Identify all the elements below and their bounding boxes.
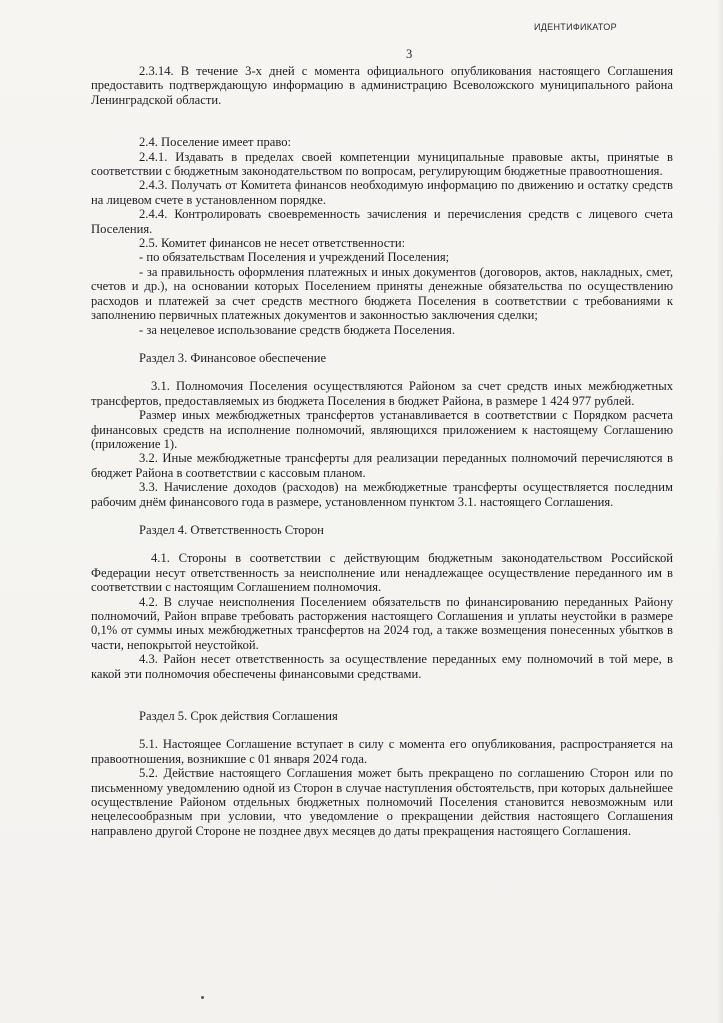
clause-5-1: 5.1. Настоящее Соглашение вступает в силу с момента его опубликования, распространяется на правоотношения, возникшие с 01 января 2024 года. <box>91 737 673 766</box>
clause-2-4-4: 2.4.4. Контролировать своевременность зачисления и перечисления средств с лицевого счета Поселения. <box>91 207 673 236</box>
clause-2-3-14: 2.3.14. В течение 3-х дней с момента официального опубликования настоящего Соглашения предоставить подтверждающую информацию в администрацию Всеволожского муниципального района Ленинградской области. <box>91 64 673 107</box>
clause-3-1: 3.1. Полномочия Поселения осуществляются Районом за счет средств иных межбюджетных трансфертов, предоставляемых из бюджета Поселения в бюджет Района, в размере 1 424 977 рублей. <box>91 379 673 408</box>
clause-4-1: 4.1. Стороны в соответствии с действующим бюджетным законодательством Российской Федерации несут ответственность за неисполнение или ненадлежащее осуществление переданного им в соответствии с настоящим Соглашением полномочия. <box>91 551 673 595</box>
header-identifier: ИДЕНТИФИКАТОР <box>534 22 617 32</box>
page-edge-shadow <box>717 0 723 1023</box>
clause-2-5: 2.5. Комитет финансов не несет ответственности: <box>139 236 406 251</box>
clause-2-5-item-2: - за правильность оформления платежных и иных документов (договоров, актов, накладных, смет, счетов и др.), на основании которых Поселением приняты денежные обязательства по осуществлению расходов и платежей за счет средств местного бюджета Поселения в соответствии с требованиями к заполнению первичных платежных документов и законностью заключения сделки; <box>91 264 673 323</box>
clause-2-5-item-1: - по обязательствам Поселения и учреждений Поселения; <box>139 250 450 265</box>
clause-2-4: 2.4. Поселение имеет право: <box>139 135 291 150</box>
document-body <box>91 64 673 838</box>
page-number: 3 <box>406 47 413 61</box>
clause-5-2: 5.2. Действие настоящего Соглашения может быть прекращено по соглашению Сторон или по письменному уведомлению одной из Сторон в случае наступления обстоятельств, при которых дальнейшее осуществление Районом отдельных бюджетных полномочий Поселения становится невозможным или нецелесообразным при условии, что уведомление о прекращении действия настоящего Соглашения направлено другой Стороне не позднее двух месяцев до даты прекращения настоящего Соглашения. <box>91 766 673 838</box>
clause-2-4-3: 2.4.3. Получать от Комитета финансов необходимую информацию по движению и остатку средств на лицевом счете в установленном порядке. <box>91 178 673 207</box>
clause-3-1-amount-note: Размер иных межбюджетных трансфертов устанавливается в соответствии с Порядком расчета финансовых средств на исполнение полномочий, являющихся приложением к настоящему Соглашению (приложение 1). <box>91 408 673 451</box>
clause-3-2: 3.2. Иные межбюджетные трансферты для реализации переданных полномочий перечисляются в бюджет Района в соответствии с кассовым планом. <box>91 451 673 480</box>
clause-4-3: 4.3. Район несет ответственность за осуществление переданных ему полномочий в той мере, в какой эти полномочия обеспечены финансовыми средствами. <box>91 652 673 681</box>
clause-3-3: 3.3. Начисление доходов (расходов) на межбюджетные трансферты осуществляется последним рабочим днём финансового года в размере, установленном пунктом 3.1. настоящего Соглашения. <box>91 480 673 509</box>
section-5-title: Раздел 5. Срок действия Соглашения <box>139 709 338 724</box>
clause-4-2: 4.2. В случае неисполнения Поселением обязательств по финансированию переданных Району полномочий, Район вправе требовать расторжения настоящего Соглашения и уплаты неустойки в размере 0,1% от суммы иных межбюджетных трансфертов на 2024 год, а также возмещения понесенных убытков в части, непокрытой неустойкой. <box>91 594 673 652</box>
clause-2-4-1: 2.4.1. Издавать в пределах своей компетенции муниципальные правовые акты, принятые в соответствии с бюджетным законодательством по вопросам, регулирующим бюджетные правоотношения. <box>91 149 673 179</box>
section-3-title: Раздел 3. Финансовое обеспечение <box>139 350 327 365</box>
clause-2-5-item-3: - за нецелевое использование средств бюджета Поселения. <box>139 322 455 337</box>
scan-speck <box>201 996 204 999</box>
section-4-title: Раздел 4. Ответственность Сторон <box>139 522 324 537</box>
